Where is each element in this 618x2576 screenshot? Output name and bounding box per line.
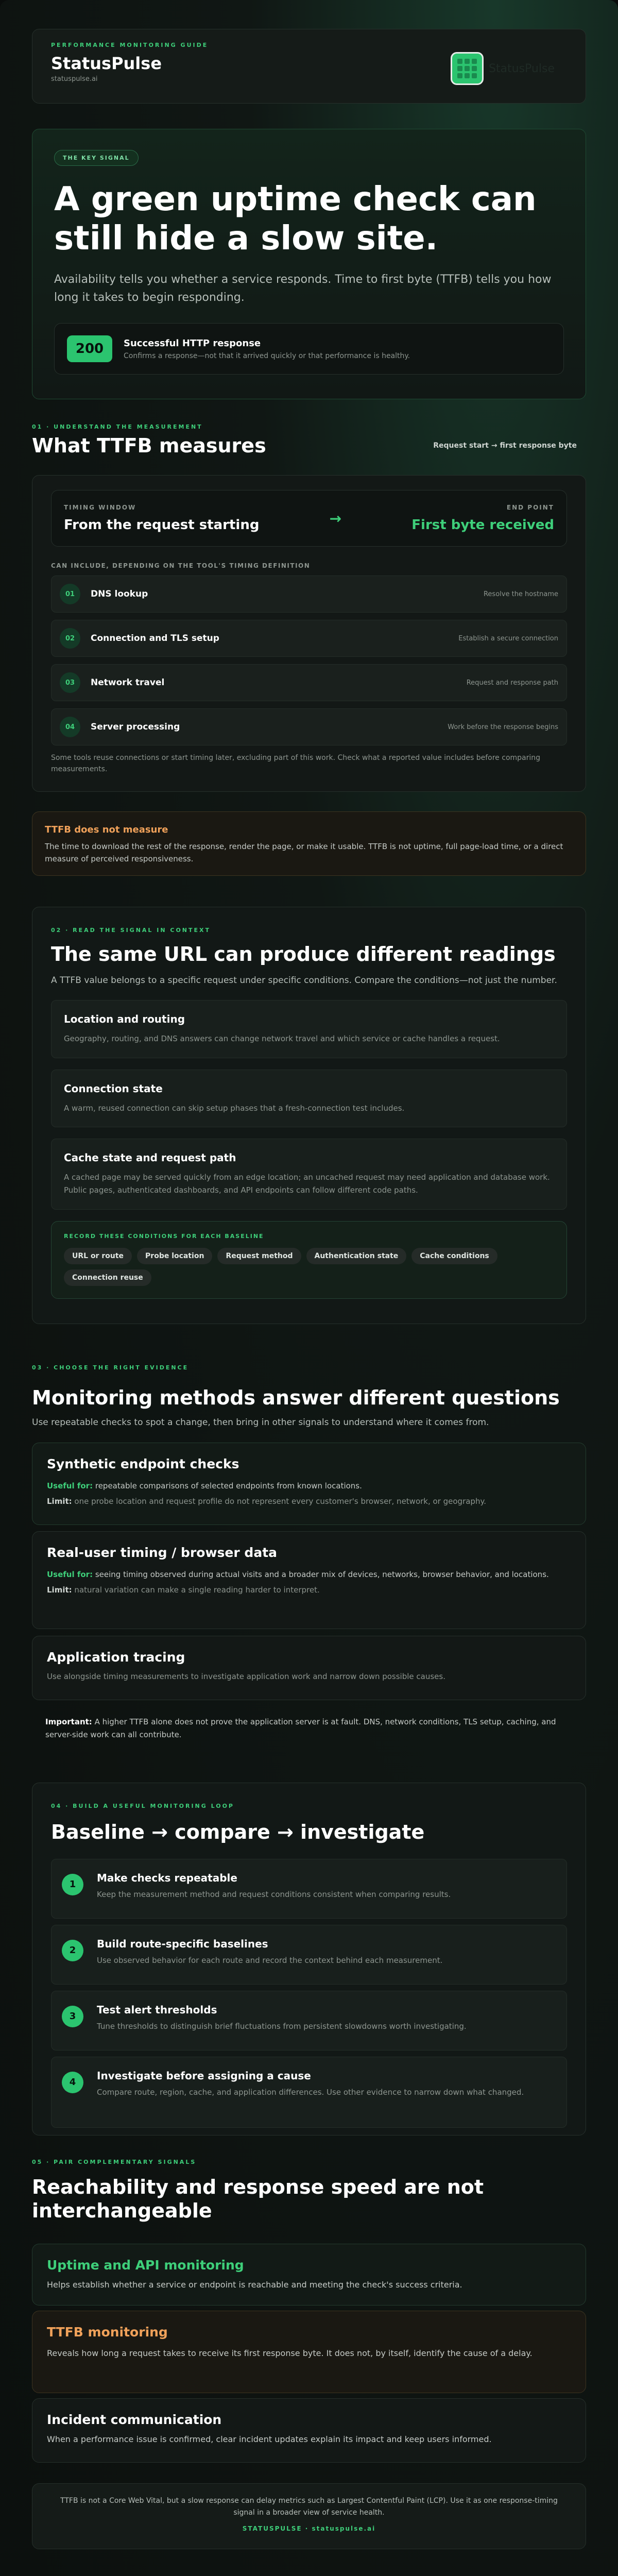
useful-text: repeatable comparisons of selected endpoints from known locations.: [95, 1481, 362, 1490]
signal-text: Helps establish whether a service or endpoint is reachable and meeting the check's success criteria.: [47, 2280, 462, 2290]
step-name: Network travel: [91, 677, 165, 688]
s2-title: The same URL can produce different readings: [51, 943, 556, 965]
status-code-badge: 200: [67, 335, 112, 362]
useful-label: Useful for:: [47, 1570, 93, 1579]
timing-window-box: [51, 490, 567, 547]
status-desc: Confirms a response—not that it arrived quickly or that performance is healthy.: [124, 351, 410, 360]
brand-name: StatusPulse: [51, 54, 162, 73]
signal-title: TTFB monitoring: [47, 2325, 168, 2340]
status-card: [54, 323, 564, 375]
method-real-user: [32, 1531, 586, 1629]
record-conditions-box: [51, 1221, 567, 1299]
footer-text: TTFB is not a Core Web Vital, but a slow response can delay metrics such as Largest Contentful Paint (LCP). Use it as one response-timing signal in a broader view of service health.: [60, 2497, 558, 2517]
status-title: Successful HTTP response: [124, 337, 261, 349]
hero-title: A green uptime check can still hide a slow site.: [54, 180, 537, 258]
warn-text: The time to download the rest of the response, render the page, or make it usable. TTFB is not uptime, full page-load time, or a direct measure of perceived responsiveness.: [45, 842, 563, 863]
limit-label: Limit:: [47, 1585, 72, 1595]
header-card: [32, 29, 586, 104]
loop-step-number: 2: [62, 1940, 83, 1961]
signal-ttfb: [32, 2311, 586, 2393]
step-number: 04: [60, 717, 80, 737]
s2-eyebrow: 02 · READ THE SIGNAL IN CONTEXT: [51, 927, 211, 934]
context-item: [51, 1000, 567, 1058]
timing-step: [51, 620, 567, 657]
header-eyebrow: PERFORMANCE MONITORING GUIDE: [51, 42, 209, 48]
condition-pills: [64, 1248, 554, 1291]
window-label: TIMING WINDOW: [64, 504, 136, 511]
timing-steps: [51, 575, 567, 745]
step-desc: Resolve the hostname: [483, 590, 558, 598]
step-name: Connection and TLS setup: [91, 633, 219, 643]
context-item-title: Connection state: [64, 1082, 163, 1095]
important-note: [32, 1716, 586, 1741]
s2-lead: A TTFB value belongs to a specific request under specific conditions. Compare the conditions—not just the number.: [51, 975, 557, 986]
useful-label: Useful for:: [47, 1481, 93, 1490]
s3-title: Monitoring methods answer different questions: [32, 1386, 560, 1409]
condition-pill: Request method: [217, 1248, 301, 1264]
loop-step-text: Compare route, region, cache, and application differences. Use other evidence to narrow down what changed.: [97, 2087, 524, 2097]
measurement-card: [32, 475, 586, 792]
loop-step: [51, 1991, 567, 2050]
section-measurement: [32, 423, 586, 457]
timing-step: [51, 664, 567, 701]
s1-title: What TTFB measures: [32, 434, 266, 457]
end-value: First byte received: [411, 517, 554, 533]
hero-card: [32, 129, 586, 399]
method-title: Synthetic endpoint checks: [47, 1456, 239, 1471]
context-card: [32, 907, 586, 1324]
condition-pill: Connection reuse: [64, 1269, 151, 1286]
loop-step-text: Keep the measurement method and request conditions consistent when comparing results.: [97, 1889, 451, 1899]
context-item: [51, 1070, 567, 1128]
step-number: 03: [60, 672, 80, 693]
loop-step-title: Investigate before assigning a cause: [97, 2069, 311, 2082]
footer-card: [32, 2483, 586, 2549]
method-text: Use alongside timing measurements to investigate application work and narrow down possible causes.: [47, 1672, 445, 1681]
step-desc: Establish a secure connection: [458, 634, 558, 642]
loop-step-title: Build route-specific baselines: [97, 1937, 268, 1950]
loop-step-text: Tune thresholds to distinguish brief fluctuations from persistent slowdowns worth investigating.: [97, 2021, 467, 2031]
record-label: RECORD THESE CONDITIONS FOR EACH BASELINE: [64, 1232, 264, 1240]
important-label: Important:: [45, 1717, 92, 1726]
header-logo[interactable]: [451, 52, 555, 85]
context-item: [51, 1139, 567, 1210]
condition-pill: Cache conditions: [411, 1248, 497, 1264]
s5-eyebrow: 05 · PAIR COMPLEMENTARY SIGNALS: [32, 2159, 197, 2165]
step-name: DNS lookup: [91, 589, 148, 599]
loop-step-number: 3: [62, 2006, 83, 2027]
signal-title: Uptime and API monitoring: [47, 2258, 244, 2273]
context-item-title: Location and routing: [64, 1012, 185, 1025]
hero-badge: THE KEY SIGNAL: [54, 150, 139, 166]
s3-lead: Use repeatable checks to spot a change, then bring in other signals to understand where it comes from.: [32, 1417, 489, 1428]
limit-text: one probe location and request profile do not represent every customer's browser, network, or geography.: [74, 1497, 486, 1506]
useful-text: seeing timing observed during actual visits and a broader mix of devices, networks, browser behavior, and locations.: [95, 1570, 549, 1579]
signal-incident: [32, 2398, 586, 2463]
method-synthetic: [32, 1443, 586, 1525]
window-value: From the request starting: [64, 517, 260, 533]
arrow-right-icon: →: [329, 510, 342, 527]
condition-pill: URL or route: [64, 1248, 132, 1264]
method-tracing: [32, 1636, 586, 1700]
timing-step: [51, 575, 567, 613]
include-label: CAN INCLUDE, DEPENDING ON THE TOOL'S TIMING DEFINITION: [51, 562, 311, 569]
s1-note: Some tools reuse connections or start timing later, excluding part of this work. Check what a reported value includes before comparing measurements.: [51, 754, 541, 773]
loop-step: [51, 1859, 567, 1919]
section-evidence: [32, 1364, 586, 1428]
loop-step-text: Use observed behavior for each route and record the context behind each measurement.: [97, 1955, 443, 1965]
hero-subtitle: Availability tells you whether a service responds. Time to first byte (TTFB) tells you how long it takes to begin responding.: [54, 273, 552, 304]
important-text: A higher TTFB alone does not prove the application server is at fault. DNS, network conditions, TLS setup, caching, and server-side work can all contribute.: [45, 1717, 556, 1739]
signal-text: Reveals how long a request takes to receive its first response byte. It does not, by itself, identify the cause of a delay.: [47, 2348, 533, 2358]
context-item-text: Geography, routing, and DNS answers can change network travel and which service or cache handles a request.: [64, 1033, 500, 1043]
grid-logo-icon: [451, 52, 484, 85]
limit-text: natural variation can make a single reading harder to interpret.: [74, 1585, 320, 1595]
condition-pill: Probe location: [137, 1248, 212, 1264]
method-title: Real-user timing / browser data: [47, 1545, 278, 1560]
brand-domain: statuspulse.ai: [51, 75, 98, 83]
signal-title: Incident communication: [47, 2412, 222, 2427]
s4-title: Baseline → compare → investigate: [51, 1821, 425, 1843]
loop-step: [51, 1925, 567, 1985]
loop-step-title: Make checks repeatable: [97, 1871, 237, 1884]
timing-step: [51, 708, 567, 745]
s1-tag: Request start → first response byte: [433, 442, 577, 450]
context-item-text: A cached page may be served quickly from an edge location; an uncached request may need application and database work. Public pages, authenticated dashboards, and API endpoints can follow different code paths.: [64, 1173, 550, 1195]
loop-steps: [51, 1859, 567, 2128]
context-items: [51, 1000, 567, 1210]
s4-eyebrow: 04 · BUILD A USEFUL MONITORING LOOP: [51, 1803, 234, 1809]
context-item-text: A warm, reused connection can skip setup phases that a fresh-connection test includes.: [64, 1103, 405, 1113]
warn-title: TTFB does not measure: [45, 824, 168, 835]
step-number: 02: [60, 628, 80, 649]
logo-text: StatusPulse: [488, 62, 555, 75]
step-number: 01: [60, 584, 80, 604]
method-title: Application tracing: [47, 1650, 185, 1665]
end-label: END POINT: [506, 504, 554, 511]
loop-card: [32, 1783, 586, 2136]
condition-pill: Authentication state: [306, 1248, 407, 1264]
signal-uptime: [32, 2244, 586, 2306]
step-desc: Work before the response begins: [448, 723, 558, 731]
loop-step-number: 1: [62, 1874, 83, 1895]
signal-text: When a performance issue is confirmed, clear incident updates explain its impact and keep users informed.: [47, 2434, 492, 2444]
s5-title: Reachability and response speed are not interchangeable: [32, 2176, 484, 2222]
limit-label: Limit:: [47, 1497, 72, 1506]
does-not-measure-card: [32, 811, 586, 876]
loop-step-title: Test alert thresholds: [97, 2003, 217, 2016]
step-name: Server processing: [91, 722, 180, 732]
step-desc: Request and response path: [466, 679, 558, 687]
loop-step: [51, 2057, 567, 2128]
footer-brand[interactable]: STATUSPULSE · statuspulse.ai: [242, 2525, 376, 2533]
s3-eyebrow: 03 · CHOOSE THE RIGHT EVIDENCE: [32, 1364, 189, 1371]
s1-eyebrow: 01 · UNDERSTAND THE MEASUREMENT: [32, 423, 203, 430]
loop-step-number: 4: [62, 2072, 83, 2093]
section-signals: [32, 2159, 586, 2223]
context-item-title: Cache state and request path: [64, 1151, 236, 1164]
